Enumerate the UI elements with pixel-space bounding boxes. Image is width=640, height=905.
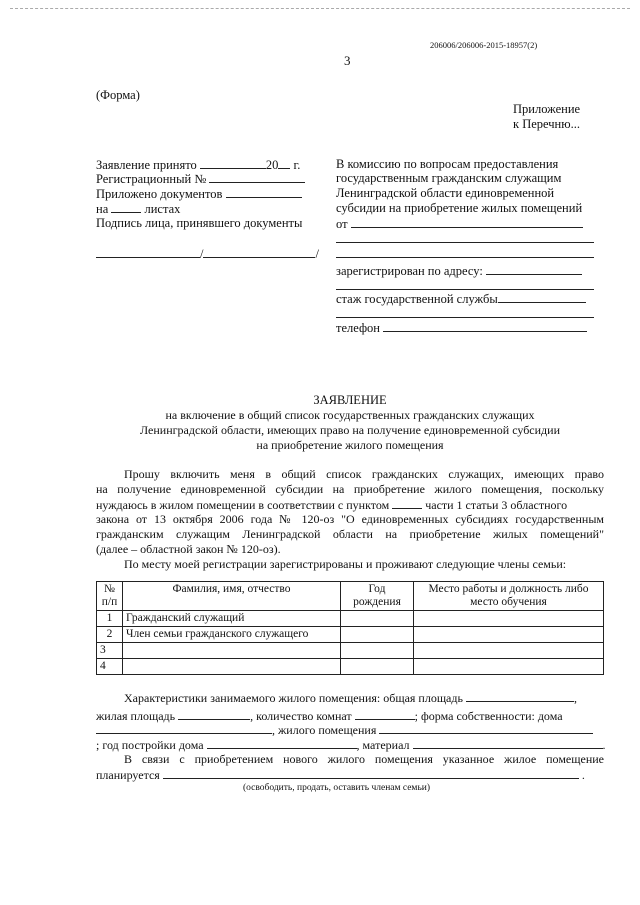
header-birth-year: Год рождения: [341, 582, 414, 611]
reg-number-field[interactable]: [209, 171, 305, 183]
body-line2: на получение единовременной субсидии на приобретение жилого помещения, поскольку: [96, 482, 604, 496]
housing-line5: В связи с приобретением нового жилого помещения указанное жилое помещение: [124, 752, 604, 766]
row-num: 3: [97, 643, 123, 659]
addressee-line2: государственным гражданским служащим: [336, 171, 562, 185]
from-field[interactable]: [351, 216, 583, 228]
row-num: 2: [97, 627, 123, 643]
accepted-year-field[interactable]: [278, 157, 290, 169]
build-year-label: ; год постройки дома: [96, 738, 204, 752]
sheets-count-field[interactable]: [111, 201, 141, 213]
phone-label: телефон: [336, 321, 380, 335]
accepted-date-field[interactable]: [200, 157, 266, 169]
from-extra-line-2[interactable]: [336, 257, 594, 258]
on-label: на: [96, 202, 109, 216]
plans-label: планируется: [96, 768, 160, 782]
table-row: [97, 659, 604, 675]
table-row: [97, 643, 604, 659]
housing-line4: ; год постройки дома , материал .: [96, 738, 606, 752]
docs-count-field[interactable]: [226, 186, 302, 198]
clause-number-field[interactable]: [392, 497, 422, 509]
row-birth-year[interactable]: [341, 659, 414, 675]
accepted-year: 20: [265, 158, 279, 172]
row-name[interactable]: Член семьи гражданского служащего: [123, 627, 341, 643]
row-name[interactable]: [123, 643, 341, 659]
row-workplace[interactable]: [414, 627, 604, 643]
row-name[interactable]: [123, 659, 341, 675]
from-extra-line-1[interactable]: [336, 242, 594, 243]
dwelling-ownership-field[interactable]: [379, 722, 593, 734]
title-line3: на приобретение жилого помещения: [256, 438, 444, 452]
material-field[interactable]: [413, 737, 603, 749]
accepted-label: Заявление принято: [96, 158, 197, 172]
receipt-docs: [96, 186, 302, 202]
receipt-reg: [96, 171, 305, 187]
sheets-label: листах: [144, 202, 181, 216]
address-label: зарегистрирован по адресу:: [336, 264, 483, 278]
service-row: [336, 291, 586, 307]
addressee-line3: Ленинградской области единовременной: [336, 186, 555, 200]
housing-total-area-label: Характеристики занимаемого жилого помещения: общая площадь: [124, 691, 463, 705]
row-workplace[interactable]: [414, 611, 604, 627]
house-ownership-field[interactable]: [96, 722, 272, 734]
address-row: [336, 263, 582, 279]
row-workplace[interactable]: [414, 643, 604, 659]
living-area-field[interactable]: [178, 708, 250, 720]
row-birth-year[interactable]: [341, 627, 414, 643]
page-number: 3: [344, 53, 351, 68]
service-label: стаж государственной службы: [336, 292, 498, 306]
signature-label: Подпись лица, принявшего документы: [96, 216, 303, 230]
appendix-line1: Приложение: [513, 102, 581, 116]
title-line1: на включение в общий список государственных гражданских служащих: [165, 408, 535, 422]
reg-label: Регистрационный №: [96, 172, 207, 186]
address-extra-line[interactable]: [336, 289, 594, 290]
row-birth-year[interactable]: [341, 643, 414, 659]
body-paragraph2: По месту моей регистрации зарегистрированы и проживают следующие члены семьи:: [124, 557, 567, 571]
slash-1: /: [200, 247, 204, 261]
page-top-border: [10, 8, 630, 9]
title-line2: Ленинградской области, имеющих право на получение единовременной субсидии: [139, 423, 561, 437]
document-id: 206006/206006-2015-18957(2): [430, 40, 538, 50]
header-num: № п/п: [97, 582, 123, 611]
living-area-label: жилая площадь: [96, 709, 176, 723]
plans-note: (освободить, продать, оставить членам семьи): [243, 783, 431, 793]
from-row: [336, 216, 583, 232]
material-label: , материал: [356, 738, 410, 752]
signature-name-field[interactable]: [203, 246, 315, 258]
plans-field[interactable]: [163, 767, 579, 779]
table-row: [97, 627, 604, 643]
row-num: 1: [97, 611, 123, 627]
form-label: (Форма): [96, 88, 140, 102]
total-area-field[interactable]: [466, 690, 574, 702]
body-line3a: нуждаюсь в жилом помещении в соответствии с пунктом: [96, 498, 390, 512]
rooms-field[interactable]: [355, 708, 415, 720]
header-workplace: Место работы и должность либо место обучения: [414, 582, 604, 611]
statement-heading: ЗАЯВЛЕНИЕ: [313, 393, 387, 407]
signature-line: [96, 246, 319, 262]
slash-2: /: [315, 247, 319, 261]
receipt-sheets: [96, 201, 180, 217]
build-year-field[interactable]: [207, 737, 357, 749]
header-name: Фамилия, имя, отчество: [123, 582, 341, 611]
year-suffix: г.: [293, 158, 301, 172]
body-line3b: части 1 статьи 3 областного: [425, 498, 568, 512]
service-field[interactable]: [498, 291, 586, 303]
housing-line1: Характеристики занимаемого жилого помещения: общая площадь ,: [124, 691, 577, 705]
row-workplace[interactable]: [414, 659, 604, 675]
ownership-label: ; форма собственности: дома: [414, 709, 563, 723]
addressee-line4: субсидии на приобретение жилых помещений: [336, 201, 583, 215]
family-members-table: [96, 581, 604, 675]
row-num: 4: [97, 659, 123, 675]
addressee-line1: В комиссию по вопросам предоставления: [336, 157, 559, 171]
from-label: от: [336, 217, 348, 231]
signature-field[interactable]: [96, 246, 200, 258]
body-line1: Прошу включить меня в общий список гражданских служащих, имеющих право: [124, 467, 604, 481]
table-header-row: [97, 582, 604, 611]
docs-label: Приложено документов: [96, 187, 223, 201]
housing-line6: планируется .: [96, 768, 585, 782]
phone-row: [336, 320, 587, 336]
row-birth-year[interactable]: [341, 611, 414, 627]
address-field[interactable]: [486, 263, 582, 275]
phone-field[interactable]: [383, 320, 587, 332]
body-line5: гражданским служащим Ленинградской области на приобретение жилых помещений": [96, 527, 604, 541]
table-row: [97, 611, 604, 627]
rooms-label: , количество комнат: [250, 709, 352, 723]
service-extra-line[interactable]: [336, 317, 594, 318]
body-line4: закона от 13 октября 2006 года № 120-оз "О единовременных субсидиях государственным: [96, 512, 604, 526]
row-name[interactable]: Гражданский служащий: [123, 611, 341, 627]
body-line6: (далее – областной закон № 120-оз).: [96, 542, 281, 556]
dwelling-label: , жилого помещения: [272, 723, 377, 737]
appendix-line2: к Перечню...: [513, 117, 580, 131]
